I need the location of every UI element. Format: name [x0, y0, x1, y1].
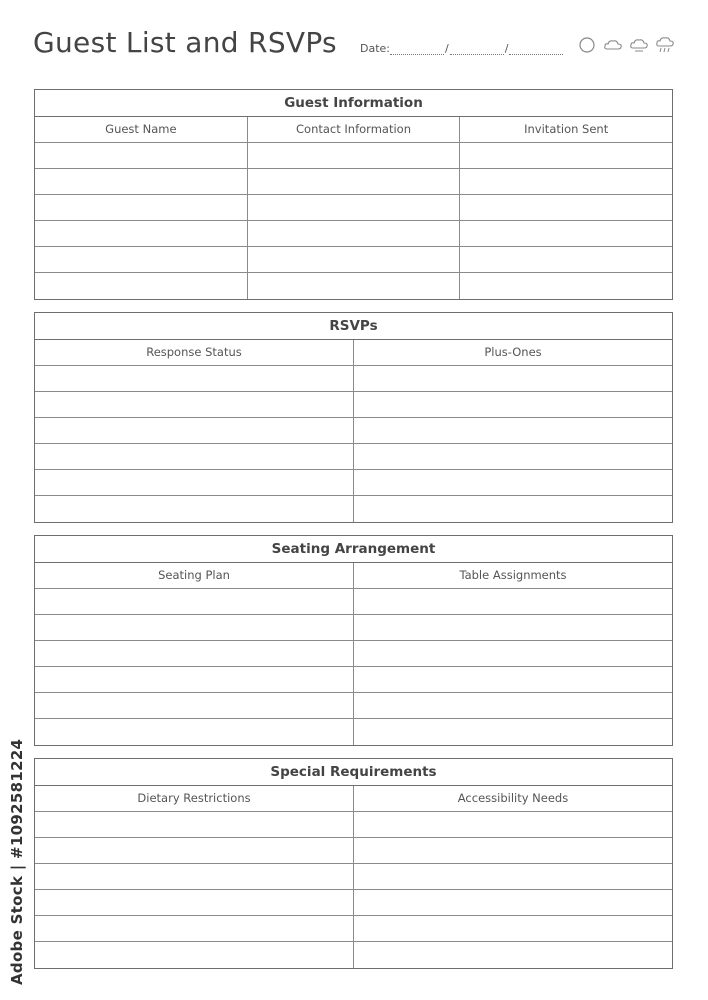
column-header: Table Assignments: [459, 568, 567, 582]
table-row: [35, 496, 672, 522]
date-label: Date:: [360, 42, 390, 55]
table-cell[interactable]: [35, 247, 248, 272]
header-row: [35, 786, 672, 812]
table-cell[interactable]: [354, 392, 672, 417]
table-row: [35, 864, 672, 890]
table-row: [35, 641, 672, 667]
table-row: [35, 143, 672, 169]
column-header: Contact Information: [248, 117, 461, 142]
section-title: RSVPs: [35, 313, 672, 340]
table-row: [35, 444, 672, 470]
rain-icon[interactable]: [655, 36, 675, 54]
sun-icon[interactable]: [577, 36, 597, 54]
cloudy-icon[interactable]: [629, 36, 649, 54]
table-cell[interactable]: [354, 589, 672, 614]
table-cell[interactable]: [354, 942, 672, 968]
table-cell[interactable]: [248, 221, 461, 246]
table-cell[interactable]: [354, 890, 672, 915]
table-cell[interactable]: [248, 169, 461, 194]
table-cell[interactable]: [35, 195, 248, 220]
table-cell[interactable]: [35, 942, 354, 968]
column-header: Response Status: [35, 340, 354, 365]
table-cell[interactable]: [460, 273, 672, 299]
table-cell[interactable]: [354, 418, 672, 443]
table-row: [35, 812, 672, 838]
table-cell[interactable]: [35, 693, 354, 718]
table-cell[interactable]: [354, 864, 672, 889]
table-cell[interactable]: [354, 470, 672, 495]
table-cell[interactable]: [354, 444, 672, 469]
table-cell[interactable]: [354, 667, 672, 692]
weather-icons: [577, 36, 675, 54]
table-row: [35, 838, 672, 864]
table-cell[interactable]: [354, 496, 672, 522]
table-cell[interactable]: [248, 195, 461, 220]
table-row: [35, 470, 672, 496]
table-cell[interactable]: [35, 470, 354, 495]
date-month-line[interactable]: [450, 44, 504, 55]
table-cell[interactable]: [35, 366, 354, 391]
table-row: [35, 719, 672, 745]
table-cell[interactable]: [35, 719, 354, 745]
date-separator: /: [445, 42, 449, 55]
table-row: [35, 418, 672, 444]
table-row: [35, 392, 672, 418]
table-row: [35, 195, 672, 221]
guest-information-section: [34, 89, 673, 300]
table-cell[interactable]: [35, 444, 354, 469]
table-cell[interactable]: [35, 589, 354, 614]
column-header: Invitation Sent: [524, 122, 609, 136]
table-cell[interactable]: [460, 169, 672, 194]
table-row: [35, 693, 672, 719]
table-cell[interactable]: [460, 247, 672, 272]
table-cell[interactable]: [460, 221, 672, 246]
table-cell[interactable]: [35, 496, 354, 522]
table-cell[interactable]: [248, 247, 461, 272]
special-requirements-section: [34, 758, 673, 969]
table-cell[interactable]: [35, 169, 248, 194]
table-row: [35, 273, 672, 299]
rsvps-section: [34, 312, 673, 523]
date-day-line[interactable]: [390, 44, 444, 55]
table-cell[interactable]: [460, 195, 672, 220]
header-row: [35, 340, 672, 366]
table-cell[interactable]: [35, 273, 248, 299]
section-title: Guest Information: [35, 90, 672, 117]
date-field[interactable]: [360, 42, 563, 55]
table-row: [35, 169, 672, 195]
header-row: [35, 563, 672, 589]
column-header: Dietary Restrictions: [35, 786, 354, 811]
table-row: [35, 942, 672, 968]
table-cell[interactable]: [35, 641, 354, 666]
page-title: Guest List and RSVPs: [33, 26, 337, 59]
table-cell[interactable]: [35, 890, 354, 915]
table-row: [35, 615, 672, 641]
table-cell[interactable]: [35, 838, 354, 863]
table-row: [35, 221, 672, 247]
cloud-icon[interactable]: [603, 36, 623, 54]
section-title: Seating Arrangement: [35, 536, 672, 563]
table-cell[interactable]: [354, 641, 672, 666]
stock-credit: Adobe Stock | #1092581224: [8, 738, 26, 985]
header-row: [35, 117, 672, 143]
table-cell[interactable]: [35, 221, 248, 246]
table-row: [35, 667, 672, 693]
table-row: [35, 366, 672, 392]
table-cell[interactable]: [248, 143, 461, 168]
table-cell[interactable]: [35, 615, 354, 640]
table-cell[interactable]: [35, 392, 354, 417]
seating-arrangement-section: [34, 535, 673, 746]
table-cell[interactable]: [35, 418, 354, 443]
table-cell[interactable]: [248, 273, 461, 299]
table-cell[interactable]: [35, 143, 248, 168]
table-cell[interactable]: [354, 366, 672, 391]
table-cell[interactable]: [354, 916, 672, 941]
column-header: Seating Plan: [35, 563, 354, 588]
date-separator: /: [504, 42, 509, 55]
section-title: Special Requirements: [35, 759, 672, 786]
table-row: [35, 247, 672, 273]
table-cell[interactable]: [354, 615, 672, 640]
table-cell[interactable]: [35, 864, 354, 889]
table-cell[interactable]: [354, 812, 672, 837]
table-cell[interactable]: [35, 667, 354, 692]
table-row: [35, 589, 672, 615]
table-cell[interactable]: [354, 693, 672, 718]
column-header: Plus-Ones: [484, 345, 542, 359]
table-cell[interactable]: [35, 812, 354, 837]
table-cell[interactable]: [460, 143, 672, 168]
table-cell[interactable]: [354, 719, 672, 745]
column-header: Guest Name: [35, 117, 248, 142]
date-year-line[interactable]: [509, 44, 563, 55]
table-row: [35, 916, 672, 942]
table-row: [35, 890, 672, 916]
column-header: Accessibility Needs: [457, 791, 569, 805]
table-cell[interactable]: [35, 916, 354, 941]
table-cell[interactable]: [354, 838, 672, 863]
